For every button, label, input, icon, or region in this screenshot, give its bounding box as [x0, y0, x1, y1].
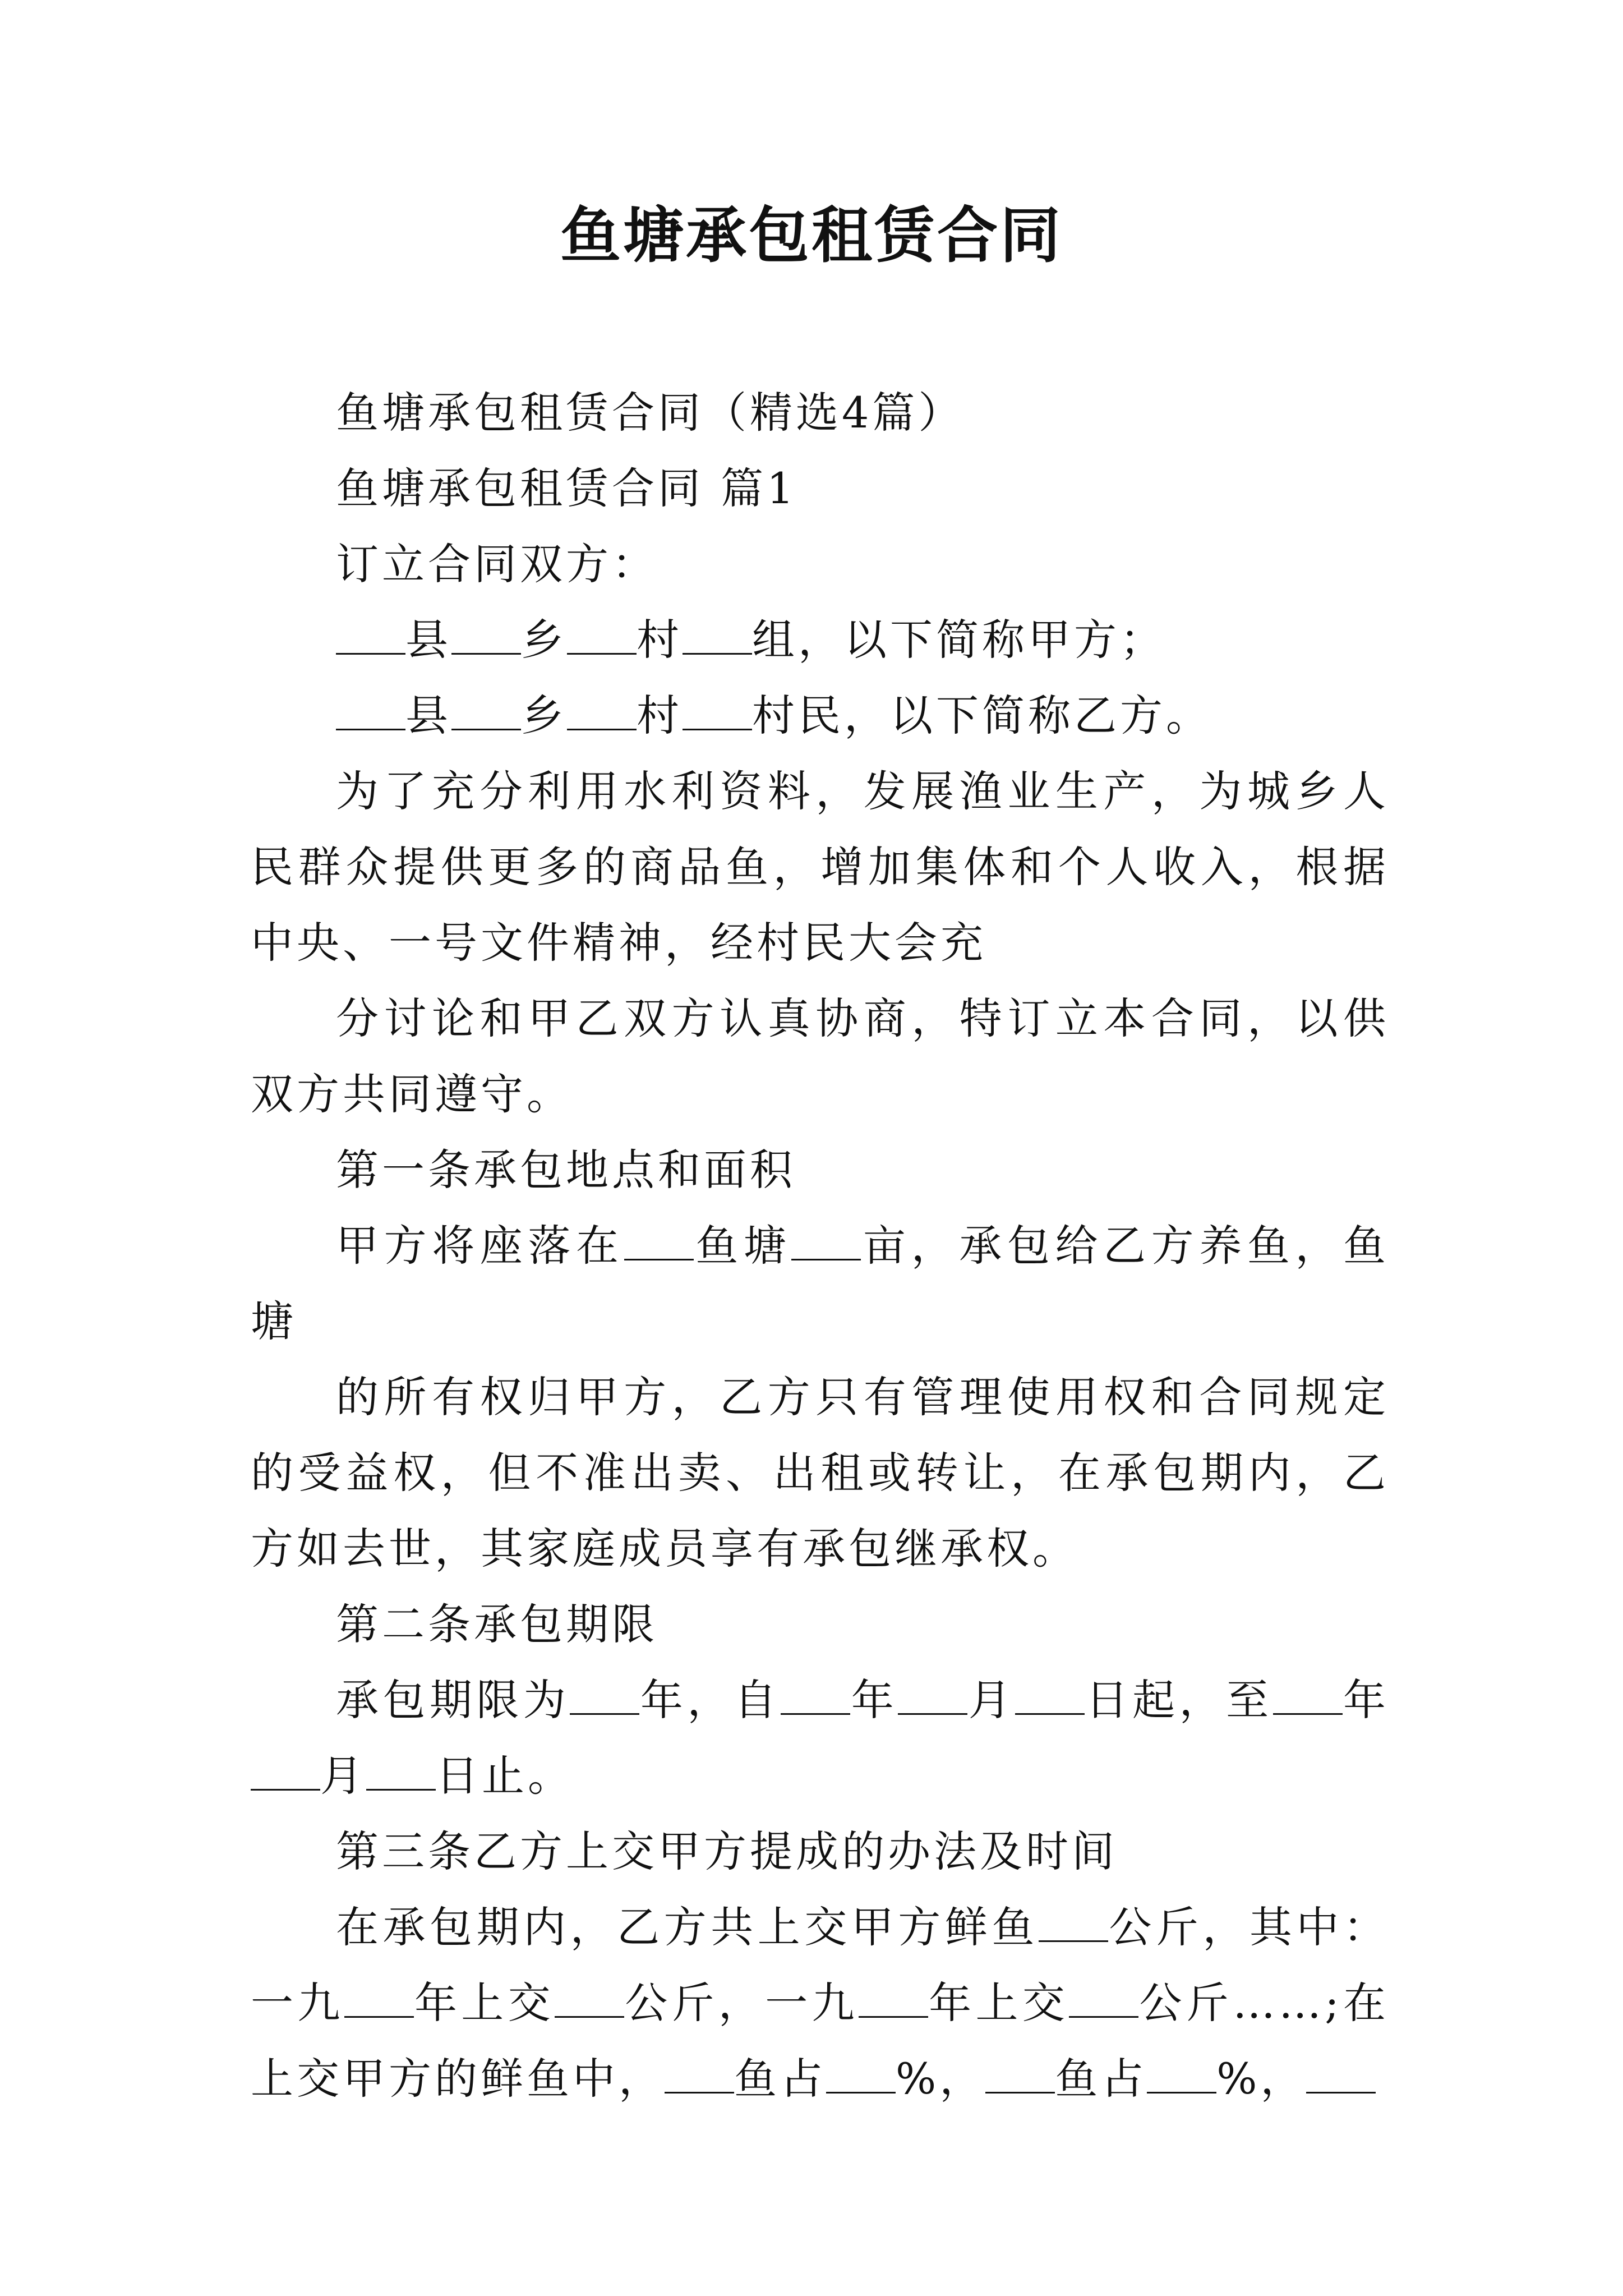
fill-in-blank: [336, 619, 405, 655]
fill-in-blank: [1273, 1680, 1343, 1715]
paragraph-article-2-text: 承包期限为 年，自 年 月 日起，至 年月 日止。: [251, 1662, 1389, 1814]
fill-in-blank: [1039, 1907, 1108, 1942]
fill-in-blank: [567, 695, 637, 730]
fill-in-blank: [665, 2058, 734, 2093]
fill-in-blank: [567, 619, 637, 655]
paragraph-purpose: 为了充分利用水利资料，发展渔业生产，为城乡人民群众提供更多的商品鱼，增加集体和个人收入，根据中央、一号文件精神，经村民大会充: [251, 766, 1389, 968]
paragraph-purpose-cont: 分讨论和甲乙双方认真协商，特订立本合同，以供双方共同遵守。: [251, 993, 1389, 1119]
fill-in-blank: [451, 619, 521, 655]
fill-in-blank: [1069, 1982, 1138, 2018]
fill-in-blank: [898, 1680, 967, 1715]
fill-in-blank: [985, 2058, 1055, 2093]
paragraph-article-2-heading: 第二条承包期限: [336, 1599, 658, 1649]
fill-in-blank: [344, 1982, 414, 2018]
paragraph-parties-heading: 订立合同双方：: [336, 539, 658, 589]
fill-in-blank: [859, 1982, 928, 2018]
fill-in-blank: [791, 1225, 861, 1260]
fill-in-blank: [251, 1755, 320, 1791]
fill-in-blank: [451, 695, 521, 730]
document-title: 鱼塘承包租赁合同: [560, 200, 1063, 271]
fill-in-blank: [1147, 2058, 1216, 2093]
fill-in-blank: [555, 1982, 624, 2018]
paragraph-party-b: 县 乡 村 村民，以下简称乙方。: [251, 678, 1389, 753]
fill-in-blank: [570, 1680, 639, 1715]
paragraph-article-3-heading: 第三条乙方上交甲方提成的办法及时间: [336, 1826, 1118, 1876]
fill-in-blank: [1306, 2058, 1376, 2093]
paragraph-part-heading: 鱼塘承包租赁合同 篇1: [336, 463, 797, 513]
fill-in-blank: [781, 1680, 850, 1715]
paragraph-party-a: 县 乡 村 组，以下简称甲方；: [251, 602, 1389, 678]
paragraph-subtitle: 鱼塘承包租赁合同（精选4篇）: [336, 388, 965, 438]
document-body: [251, 375, 1389, 2116]
paragraph-article-1-heading: 第一条承包地点和面积: [336, 1145, 796, 1195]
fill-in-blank: [1015, 1680, 1085, 1715]
fill-in-blank: [683, 619, 752, 655]
fill-in-blank: [683, 695, 752, 730]
fill-in-blank: [366, 1755, 436, 1791]
paragraph-article-1-text: 甲方将座落在 鱼塘 亩，承包给乙方养鱼，鱼塘: [251, 1221, 1390, 1346]
fill-in-blank: [826, 2058, 896, 2093]
paragraph-article-3-text: 在承包期内，乙方共上交甲方鲜鱼 公斤，其中：一九 年上交 公斤，一九 年上交 公斤……;在上交甲方的鲜鱼中， 鱼占 %， 鱼占 %，: [251, 1902, 1390, 2104]
fill-in-blank: [624, 1225, 694, 1260]
fill-in-blank: [336, 695, 405, 730]
paragraph-article-1-text-cont: 的所有权归甲方，乙方只有管理使用权和合同规定的受益权，但不准出卖、出租或转让，在承包期内，乙方如去世，其家庭成员享有承包继承权。: [251, 1372, 1389, 1573]
